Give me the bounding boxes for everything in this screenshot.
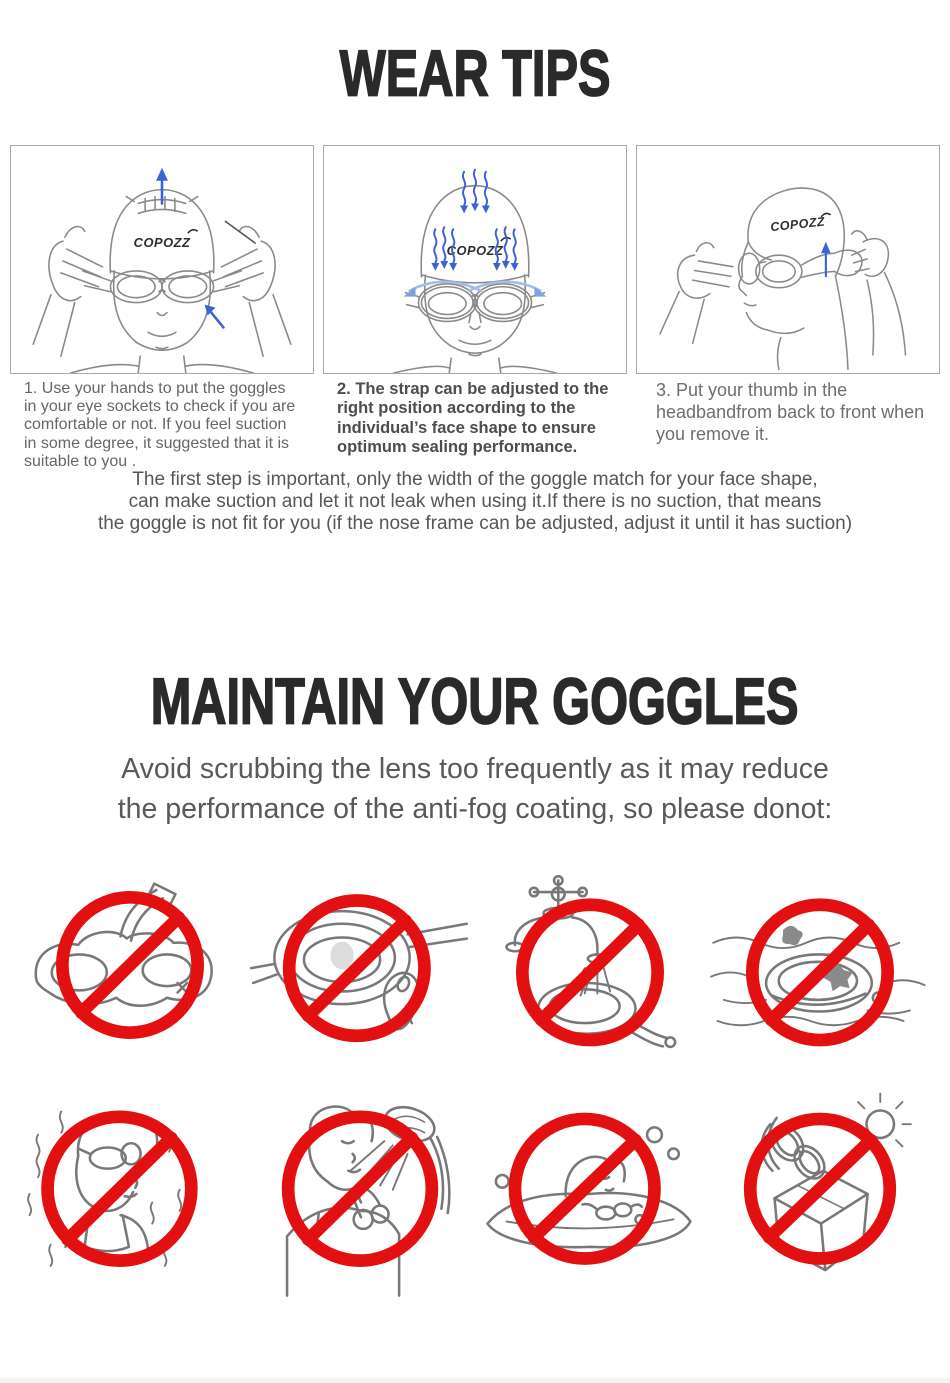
caption-step-3: 3. Put your thumb in the headbandfrom back to front when you remove it.: [656, 380, 925, 444]
caption-step-1: 1. Use your hands to put the goggles in your eye sockets to check if you are comfortable or not. If you feel suction in some degree, it suggested that it is suitable to you .: [24, 380, 296, 470]
prohibition-icon: [289, 901, 424, 1036]
no-drying-in-sunlight-icon: [709, 1088, 931, 1300]
donot-no-hot-spring: [475, 1088, 705, 1300]
caption-step-2: 2. The strap can be adjusted to the right position according to the individual’s face shape to ensure optimum sealing performance.: [337, 380, 609, 457]
panel-step-1: [10, 145, 314, 374]
donot-row-2: [15, 1088, 935, 1300]
prohibition-icon: [288, 1117, 432, 1261]
panel-step-2: [323, 145, 627, 374]
prohibition-icon: [48, 1117, 192, 1261]
wear-tips-title-text: WEAR TIPS: [339, 37, 611, 110]
donot-no-heat: [15, 1088, 245, 1300]
no-rinsing-under-tap-icon: [479, 875, 701, 1055]
fit-note-line-2: can make suction and let it not leak when using it.If there is no suction, that means: [128, 491, 822, 513]
donot-no-shower: [245, 1088, 475, 1300]
no-hot-spring-soaking-icon: [479, 1088, 701, 1300]
maintain-title: [0, 665, 950, 738]
no-wearing-in-heat-icon: [19, 1088, 241, 1300]
maintain-subtitle: [0, 750, 950, 830]
maintain-subtitle-line-1: Avoid scrubbing the lens too frequently as it may reduce: [121, 753, 829, 785]
donot-row-1: [15, 875, 935, 1055]
donot-no-sun-dry: [705, 1088, 935, 1300]
fit-note-line-3: the goggle is not fit for you (if the nose frame can be adjusted, adjust it until it has suction): [97, 513, 853, 535]
fit-goggles-to-eye-sockets-illustration: [11, 146, 313, 373]
arrow-up-icon: [156, 168, 168, 204]
maintain-title-text: MAINTAIN YOUR GOGGLES: [151, 665, 799, 738]
donot-no-tap-rinsing: [475, 875, 705, 1055]
fit-note: [0, 469, 950, 535]
fit-note-line-1: The first step is important, only the width of the goggle match for your face shape,: [132, 469, 818, 490]
no-washing-in-gritty-water-icon: [709, 875, 931, 1055]
adjust-strap-position-illustration: [324, 146, 626, 373]
bottom-divider: [0, 1378, 950, 1383]
brand-logo: COPOZZ: [133, 235, 191, 251]
donot-no-scrubbing: [15, 875, 245, 1055]
brand-logo: COPOZZ: [446, 243, 504, 259]
maintain-subtitle-line-2: the performance of the anti-fog coating, so please donot:: [117, 792, 833, 825]
wear-tips-title: [0, 37, 950, 110]
wear-tips-panels: [10, 145, 940, 374]
no-showering-with-goggles-icon: [249, 1088, 471, 1300]
no-touching-inner-lens-icon: [249, 875, 471, 1055]
donot-no-touching-lens: [245, 875, 475, 1055]
prohibition-icon: [750, 1119, 890, 1259]
panel-captions: [10, 380, 940, 471]
prohibition-icon: [62, 897, 197, 1032]
no-scrubbing-goggles-icon: [19, 875, 241, 1055]
press-direction-arrow-icon: [205, 305, 224, 328]
panel-step-3: [636, 145, 940, 374]
prohibition-icon: [515, 1119, 655, 1259]
remove-goggles-with-thumb-illustration: [637, 146, 939, 373]
brand-logo: COPOZZ: [769, 214, 826, 235]
donot-no-gritty-water: [705, 875, 935, 1055]
